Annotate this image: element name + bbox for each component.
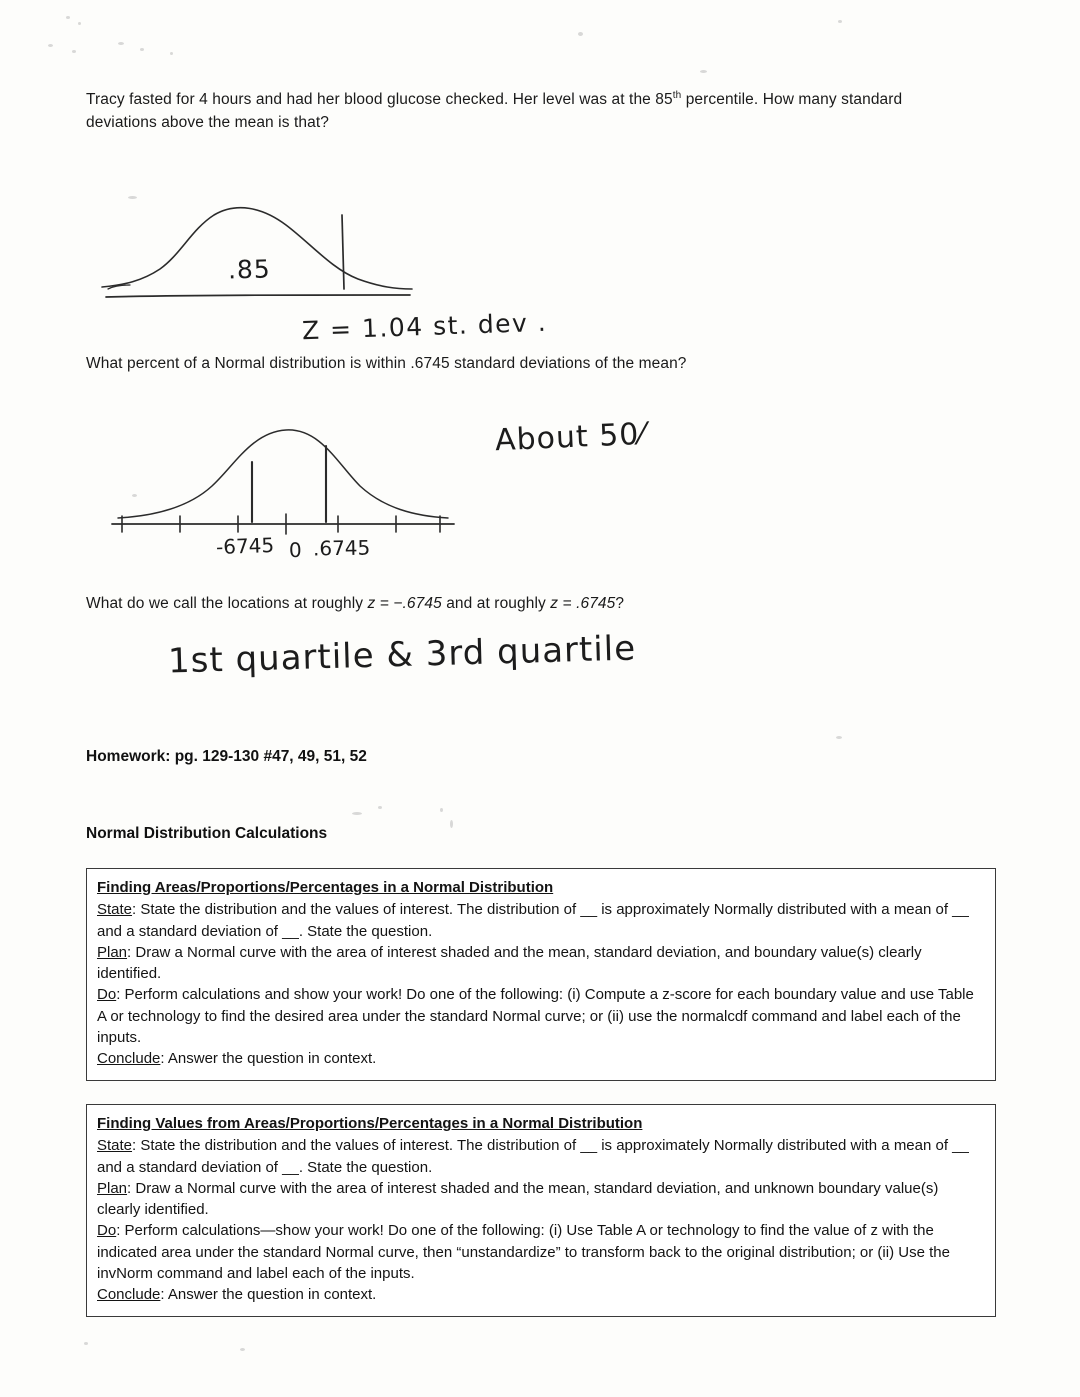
question-1-text-after: percentile. How many standard deviations above the mean is that? xyxy=(86,91,903,132)
handwritten-tick-right: .6745 xyxy=(312,535,371,561)
normal-curve-sketch-1 xyxy=(96,185,436,320)
procedure-step-plan xyxy=(97,942,985,985)
procedure-step-conclude-2 xyxy=(97,1284,985,1305)
scan-speck xyxy=(578,32,583,36)
scan-speck xyxy=(450,820,453,828)
procedure-step-state xyxy=(97,899,985,942)
scan-speck xyxy=(170,52,173,55)
scan-speck xyxy=(838,20,842,23)
handwritten-area-label: .85 xyxy=(227,254,272,285)
question-3-z-value-2: z = .6745 xyxy=(550,595,616,612)
scan-speck xyxy=(440,808,443,812)
procedure-box-values xyxy=(86,1104,996,1317)
scan-speck xyxy=(700,70,707,73)
scan-speck xyxy=(352,812,362,815)
step-text-conclude: : Answer the question in context. xyxy=(160,1050,377,1068)
scan-speck xyxy=(140,48,144,51)
question-3-text-after: ? xyxy=(615,595,625,612)
procedure-box-areas-title: Finding Areas/Proportions/Percentages in a Normal Distribution xyxy=(97,879,554,896)
step-text-plan: : Draw a Normal curve with the area of interest shaded and the mean, standard deviation, and boundary value(s) clearly identified. xyxy=(97,943,922,983)
scan-speck xyxy=(72,50,76,53)
procedure-box-areas xyxy=(86,868,996,1081)
step-text-do: : Perform calculations and show your work! Do one of the following: (i) Compute a z-score for each boundary value and use Table A or technology to find the desired area under the standard Normal curve; or (ii) use the normalcdf command and label each of the inputs. xyxy=(97,986,974,1047)
question-3-text-mid: and at roughly xyxy=(441,595,551,612)
scan-speck xyxy=(48,44,53,47)
question-2: What percent of a Normal distribution is within .6745 standard deviations of the mean? xyxy=(86,355,687,372)
step-text-plan-2: : Draw a Normal curve with the area of interest shaded and the mean, standard deviation, and unknown boundary value(s) clearly identified. xyxy=(97,1179,939,1219)
handwritten-quartile-answer: 1st quartile & 3rd quartile xyxy=(167,628,637,682)
handwritten-z-answer: Z = 1.04 st. dev . xyxy=(301,307,548,346)
question-3 xyxy=(86,592,966,615)
step-label-state-2: State xyxy=(97,1137,133,1155)
step-label-plan-2: Plan xyxy=(97,1179,128,1197)
procedure-step-conclude xyxy=(97,1048,985,1069)
handwritten-percent-answer: About 50⁄ xyxy=(494,416,647,459)
scan-speck xyxy=(240,1348,245,1351)
step-label-plan: Plan xyxy=(97,943,128,961)
scan-speck xyxy=(78,22,81,25)
step-text-state: : State the distribution and the values of interest. The distribution of __ is approximately Normally distributed with a mean of __ and a standard deviation of __. State the question. xyxy=(97,901,969,940)
scan-speck xyxy=(836,736,842,739)
question-3-text-before: What do we call the locations at roughly xyxy=(86,595,368,612)
scan-speck xyxy=(66,16,70,19)
scan-speck xyxy=(378,806,382,809)
procedure-step-state-2 xyxy=(97,1135,985,1178)
step-label-state: State xyxy=(97,901,133,919)
question-3-z-value-1: z = −.6745 xyxy=(367,595,442,612)
procedure-box-values-title: Finding Values from Areas/Proportions/Percentages in a Normal Distribution xyxy=(97,1115,643,1132)
step-text-state-2: : State the distribution and the values of interest. The distribution of __ is approximately Normally distributed with a mean of __ and a standard deviation of __. State the question. xyxy=(97,1137,969,1176)
procedure-step-do xyxy=(97,984,985,1048)
procedure-step-do-2 xyxy=(97,1220,985,1284)
handwritten-tick-left: -6745 xyxy=(215,532,275,560)
section-heading: Normal Distribution Calculations xyxy=(86,825,328,842)
question-1 xyxy=(86,88,966,135)
step-text-conclude-2: : Answer the question in context. xyxy=(160,1286,377,1304)
question-1-superscript: th xyxy=(672,90,682,101)
step-text-do-2: : Perform calculations—show your work! Do one of the following: (i) Use Table A or technology to find the value of z with the indicated area under the standard Normal curve, then “unstandardize” to transform back to the original distribution; or (ii) Use the invNorm command and label each of the inputs. xyxy=(97,1222,950,1283)
question-1-text-before: Tracy fasted for 4 hours and had her blood glucose checked. Her level was at the 85 xyxy=(86,91,673,109)
step-label-conclude: Conclude xyxy=(97,1050,161,1068)
normal-curve-sketch-2 xyxy=(100,410,470,545)
handwritten-tick-center: 0 xyxy=(288,537,303,563)
scan-speck xyxy=(84,1342,88,1345)
procedure-step-plan-2 xyxy=(97,1178,985,1221)
step-label-do-2: Do xyxy=(97,1222,117,1240)
step-label-conclude-2: Conclude xyxy=(97,1286,161,1304)
step-label-do: Do xyxy=(97,986,117,1004)
homework-line: Homework: pg. 129-130 #47, 49, 51, 52 xyxy=(86,748,367,765)
scan-speck xyxy=(118,42,124,45)
